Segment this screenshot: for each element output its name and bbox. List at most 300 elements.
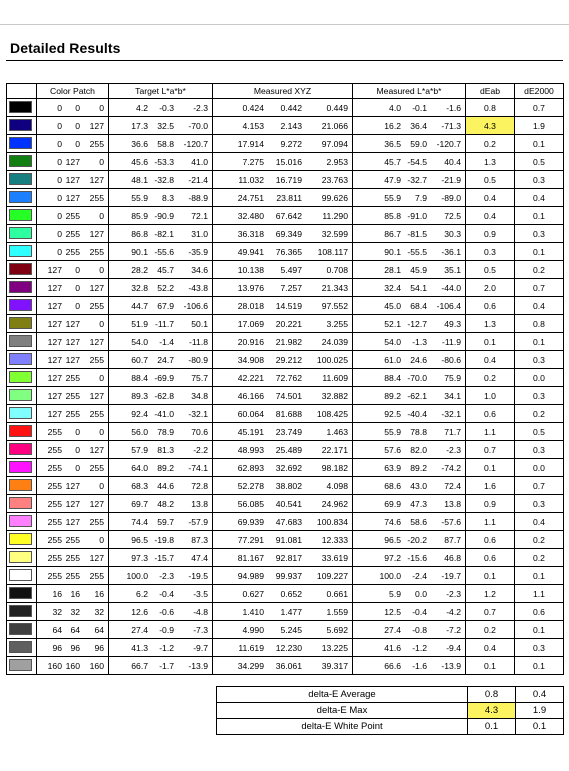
- measured-lab-value: -70.0: [407, 372, 427, 383]
- color-patch-cell: [37, 657, 109, 675]
- color-patch-cell: [37, 99, 109, 117]
- color-patch-value: 127: [65, 498, 80, 509]
- measured-xyz: [213, 622, 352, 638]
- measured-xyz: [213, 172, 352, 188]
- target-lab-value: 27.4: [131, 624, 148, 635]
- measured-xyz-cell: [213, 567, 353, 585]
- target-lab: [109, 100, 212, 116]
- measured-xyz-value: 94.989: [237, 570, 264, 581]
- measured-xyz-cell: [213, 513, 353, 531]
- measured-lab: [353, 190, 465, 206]
- target-lab: [109, 568, 212, 584]
- deab-cell: 0.9: [466, 495, 515, 513]
- target-lab-value: 32.8: [131, 282, 148, 293]
- measured-lab-value: -21.9: [441, 174, 461, 185]
- table-header-row: [7, 84, 564, 99]
- summary-deab: 4.3: [468, 703, 516, 719]
- measured-xyz-value: 0.661: [326, 588, 348, 599]
- target-lab: [109, 622, 212, 638]
- table-row: [7, 297, 564, 315]
- color-patch-value: 0: [99, 156, 104, 167]
- target-lab-value: 60.7: [131, 354, 148, 365]
- measured-xyz-value: 7.275: [242, 156, 264, 167]
- color-patch-value: 0: [75, 462, 80, 473]
- color-patch-cell: [37, 153, 109, 171]
- measured-xyz-value: 16.719: [275, 174, 302, 185]
- color-swatch: [9, 623, 32, 635]
- measured-lab-value: 69.9: [384, 498, 401, 509]
- deab-cell: 1.0: [466, 387, 515, 405]
- color-patch-value: 0: [57, 210, 62, 221]
- measured-xyz-value: 91.081: [275, 534, 302, 545]
- target-lab: [109, 640, 212, 656]
- measured-lab-value: -0.1: [412, 102, 427, 113]
- measured-xyz-value: 3.255: [326, 318, 348, 329]
- measured-lab-value: 7.9: [415, 192, 427, 203]
- target-lab-value: 56.0: [131, 426, 148, 437]
- color-patch: [37, 442, 108, 458]
- deab-cell: 0.2: [466, 135, 515, 153]
- measured-xyz-cell: [213, 621, 353, 639]
- measured-lab-value: 89.2: [410, 462, 427, 473]
- color-patch-cell: [37, 171, 109, 189]
- measured-xyz-value: 97.552: [321, 300, 348, 311]
- table-row: [7, 189, 564, 207]
- color-swatch: [9, 101, 32, 113]
- measured-xyz-cell: [213, 135, 353, 153]
- color-patch: [37, 406, 108, 422]
- de2000-cell: 0.3: [515, 387, 564, 405]
- target-lab-value: 64.0: [131, 462, 148, 473]
- measured-xyz-value: 81.167: [237, 552, 264, 563]
- color-patch: [37, 136, 108, 152]
- color-patch-cell: [37, 513, 109, 531]
- measured-xyz-value: 32.882: [321, 390, 348, 401]
- measured-lab-cell: [353, 171, 466, 189]
- measured-xyz-cell: [213, 477, 353, 495]
- color-patch-value: 127: [65, 516, 80, 527]
- measured-lab-value: 88.4: [384, 372, 401, 383]
- color-swatch: [9, 281, 32, 293]
- measured-xyz-value: 24.962: [321, 498, 348, 509]
- de2000-cell: 0.5: [515, 423, 564, 441]
- measured-lab-value: -1.6: [412, 660, 427, 671]
- color-patch-value: 32: [70, 606, 80, 617]
- target-lab-value: -43.8: [188, 282, 208, 293]
- measured-xyz-value: 39.317: [321, 660, 348, 671]
- deab-cell: 0.9: [466, 225, 515, 243]
- color-patch: [37, 424, 108, 440]
- measured-xyz-value: 100.834: [316, 516, 348, 527]
- target-lab-value: 72.1: [191, 210, 208, 221]
- color-patch-value: 127: [65, 192, 80, 203]
- color-patch-cell: [37, 117, 109, 135]
- measured-lab-value: 43.0: [410, 480, 427, 491]
- measured-lab-value: 13.8: [444, 498, 461, 509]
- measured-lab-value: -1.2: [412, 642, 427, 653]
- measured-xyz: [213, 604, 352, 620]
- table-row: [7, 495, 564, 513]
- swatch-cell: [7, 279, 37, 297]
- de2000-cell: 0.7: [515, 99, 564, 117]
- table-row: [7, 441, 564, 459]
- de2000-cell: 0.1: [515, 243, 564, 261]
- color-swatch: [9, 209, 32, 221]
- summary-row-max: [217, 703, 564, 719]
- target-lab: [109, 478, 212, 494]
- target-lab: [109, 118, 212, 134]
- measured-xyz-value: 69.939: [237, 516, 264, 527]
- measured-lab-value: 45.7: [384, 156, 401, 167]
- measured-xyz: [213, 262, 352, 278]
- color-patch-value: 0: [99, 102, 104, 113]
- deab-cell: 1.2: [466, 585, 515, 603]
- color-patch: [37, 154, 108, 170]
- measured-xyz-cell: [213, 639, 353, 657]
- measured-xyz-value: 10.138: [237, 264, 264, 275]
- color-patch: [37, 640, 108, 656]
- deab-cell: 0.2: [466, 621, 515, 639]
- measured-xyz-value: 40.541: [275, 498, 302, 509]
- measured-xyz-value: 52.278: [237, 480, 264, 491]
- color-patch-value: 0: [57, 192, 62, 203]
- measured-xyz: [213, 388, 352, 404]
- deab-cell: 0.3: [466, 243, 515, 261]
- measured-lab-value: 47.9: [384, 174, 401, 185]
- measured-xyz: [213, 550, 352, 566]
- target-lab-cell: [109, 423, 213, 441]
- target-lab-cell: [109, 171, 213, 189]
- measured-lab-value: 24.6: [410, 354, 427, 365]
- deab-cell: 0.5: [466, 261, 515, 279]
- color-patch-value: 255: [89, 354, 104, 365]
- color-patch-cell: [37, 243, 109, 261]
- color-patch-cell: [37, 225, 109, 243]
- measured-lab: [353, 406, 465, 422]
- measured-xyz-cell: [213, 243, 353, 261]
- target-lab-value: 90.1: [131, 246, 148, 257]
- measured-xyz: [213, 352, 352, 368]
- summary-de2000: 1.9: [516, 703, 564, 719]
- target-lab-cell: [109, 657, 213, 675]
- target-lab-value: -9.7: [193, 642, 208, 653]
- table-row: [7, 531, 564, 549]
- measured-xyz: [213, 334, 352, 350]
- target-lab-value: 100.0: [126, 570, 148, 581]
- measured-lab: [353, 460, 465, 476]
- target-lab-cell: [109, 207, 213, 225]
- measured-lab-value: 12.5: [384, 606, 401, 617]
- measured-xyz-value: 0.442: [280, 102, 302, 113]
- de2000-cell: 0.4: [515, 513, 564, 531]
- swatch-cell: [7, 117, 37, 135]
- target-lab: [109, 190, 212, 206]
- target-lab-value: -0.4: [159, 588, 174, 599]
- measured-xyz-value: 1.559: [326, 606, 348, 617]
- target-lab-value: 68.3: [131, 480, 148, 491]
- measured-xyz-value: 69.349: [275, 228, 302, 239]
- swatch-cell: [7, 585, 37, 603]
- color-patch: [37, 280, 108, 296]
- color-swatch: [9, 551, 32, 563]
- target-lab-value: -13.9: [188, 660, 208, 671]
- swatch-cell: [7, 459, 37, 477]
- measured-lab-value: -15.6: [407, 552, 427, 563]
- target-lab-value: -62.8: [154, 390, 174, 401]
- target-lab-value: 89.3: [131, 390, 148, 401]
- color-patch-value: 0: [99, 264, 104, 275]
- target-lab-value: -0.3: [159, 102, 174, 113]
- color-swatch: [9, 119, 32, 131]
- measured-lab-cell: [353, 135, 466, 153]
- color-swatch: [9, 443, 32, 455]
- target-lab-value: 45.7: [157, 264, 174, 275]
- measured-xyz: [213, 190, 352, 206]
- target-lab-value: -3.5: [193, 588, 208, 599]
- measured-lab-value: 100.0: [379, 570, 401, 581]
- color-patch-cell: [37, 621, 109, 639]
- measured-xyz: [213, 478, 352, 494]
- swatch-cell: [7, 297, 37, 315]
- swatch-cell: [7, 513, 37, 531]
- target-lab-value: -1.4: [159, 336, 174, 347]
- target-lab: [109, 532, 212, 548]
- measured-xyz-value: 62.893: [237, 462, 264, 473]
- measured-xyz-value: 20.916: [237, 336, 264, 347]
- measured-xyz-cell: [213, 171, 353, 189]
- measured-xyz-cell: [213, 441, 353, 459]
- color-swatch: [9, 227, 32, 239]
- color-patch-cell: [37, 459, 109, 477]
- color-patch: [37, 352, 108, 368]
- measured-xyz-value: 15.016: [275, 156, 302, 167]
- target-lab-value: -80.9: [188, 354, 208, 365]
- color-patch: [37, 316, 108, 332]
- target-lab-value: 70.6: [191, 426, 208, 437]
- deab-cell: 0.8: [466, 99, 515, 117]
- deab-cell: 0.4: [466, 351, 515, 369]
- measured-xyz-value: 5.497: [280, 264, 302, 275]
- measured-xyz-value: 108.117: [317, 246, 348, 257]
- swatch-cell: [7, 405, 37, 423]
- detailed-results-table: [6, 83, 564, 675]
- measured-lab-value: 40.4: [444, 156, 461, 167]
- de2000-cell: 0.2: [515, 531, 564, 549]
- color-patch-value: 0: [99, 480, 104, 491]
- swatch-cell: [7, 567, 37, 585]
- color-patch-cell: [37, 423, 109, 441]
- target-lab-cell: [109, 297, 213, 315]
- measured-xyz: [213, 100, 352, 116]
- measured-lab-value: 90.1: [384, 246, 401, 257]
- color-patch-cell: [37, 279, 109, 297]
- deab-cell: 0.1: [466, 657, 515, 675]
- measured-lab-value: 0.0: [415, 588, 427, 599]
- target-lab-cell: [109, 387, 213, 405]
- color-patch-value: 127: [89, 282, 104, 293]
- measured-lab-value: -71.3: [441, 120, 461, 131]
- swatch-cell: [7, 603, 37, 621]
- target-lab: [109, 514, 212, 530]
- target-lab-value: 48.1: [131, 174, 148, 185]
- color-patch-value: 0: [99, 534, 104, 545]
- measured-lab-value: 55.9: [384, 192, 401, 203]
- color-patch-value: 127: [65, 174, 80, 185]
- target-lab-value: 57.9: [131, 444, 148, 455]
- measured-lab-cell: [353, 531, 466, 549]
- de2000-cell: 0.1: [515, 657, 564, 675]
- target-lab-value: -1.7: [159, 660, 174, 671]
- measured-lab-value: 36.5: [384, 138, 401, 149]
- deab-cell: 0.7: [466, 441, 515, 459]
- color-patch-value: 255: [89, 246, 104, 257]
- table-row: [7, 243, 564, 261]
- color-swatch: [9, 353, 32, 365]
- measured-xyz-value: 23.763: [321, 174, 348, 185]
- color-patch-value: 255: [47, 462, 62, 473]
- color-patch-value: 96: [94, 642, 104, 653]
- measured-xyz-cell: [213, 297, 353, 315]
- measured-lab-cell: [353, 549, 466, 567]
- color-patch-cell: [37, 531, 109, 549]
- target-lab-value: 44.7: [131, 300, 148, 311]
- measured-lab-cell: [353, 225, 466, 243]
- target-lab-cell: [109, 405, 213, 423]
- measured-lab-value: 58.6: [410, 516, 427, 527]
- color-patch-value: 0: [99, 426, 104, 437]
- target-lab: [109, 406, 212, 422]
- swatch-header: [7, 84, 37, 99]
- target-lab-cell: [109, 243, 213, 261]
- de2000-cell: 0.8: [515, 315, 564, 333]
- measured-lab-value: 55.9: [384, 426, 401, 437]
- target-lab-value: 58.8: [157, 138, 174, 149]
- target-lab-value: -1.2: [159, 642, 174, 653]
- deab-cell: 1.1: [466, 423, 515, 441]
- swatch-cell: [7, 549, 37, 567]
- color-swatch: [9, 263, 32, 275]
- color-patch-value: 255: [47, 516, 62, 527]
- target-lab-value: 86.8: [131, 228, 148, 239]
- deab-cell: 0.6: [466, 549, 515, 567]
- color-swatch: [9, 407, 32, 419]
- color-patch-cell: [37, 603, 109, 621]
- target-lab-cell: [109, 441, 213, 459]
- measured-xyz-value: 81.688: [275, 408, 302, 419]
- measured-xyz-value: 1.410: [242, 606, 264, 617]
- color-swatch: [9, 191, 32, 203]
- target-lab-cell: [109, 261, 213, 279]
- measured-lab-cell: [353, 459, 466, 477]
- color-patch-value: 0: [99, 372, 104, 383]
- swatch-cell: [7, 135, 37, 153]
- measured-lab-cell: [353, 441, 466, 459]
- color-patch-value: 160: [65, 660, 80, 671]
- measured-lab-value: 45.0: [384, 300, 401, 311]
- color-patch-value: 0: [57, 138, 62, 149]
- measured-xyz-value: 11.619: [238, 642, 264, 653]
- measured-lab: [353, 208, 465, 224]
- color-patch-value: 0: [75, 102, 80, 113]
- measured-lab-cell: [353, 207, 466, 225]
- color-patch-cell: [37, 549, 109, 567]
- target-lab-value: 89.2: [157, 462, 174, 473]
- measured-lab-value: -2.4: [412, 570, 427, 581]
- target-lab-cell: [109, 459, 213, 477]
- measured-xyz-value: 23.749: [275, 426, 302, 437]
- measured-lab-value: -89.0: [441, 192, 461, 203]
- measured-xyz: [213, 316, 352, 332]
- measured-xyz-header: Measured XYZ: [213, 84, 353, 99]
- measured-xyz-value: 33.619: [321, 552, 348, 563]
- swatch-cell: [7, 639, 37, 657]
- page-title: Detailed Results: [10, 40, 121, 56]
- color-patch-cell: [37, 495, 109, 513]
- color-patch-value: 127: [47, 318, 62, 329]
- color-swatch: [9, 641, 32, 653]
- color-patch: [37, 262, 108, 278]
- measured-xyz-value: 92.817: [275, 552, 302, 563]
- color-patch-value: 127: [89, 552, 104, 563]
- target-lab-cell: [109, 585, 213, 603]
- measured-lab-value: -11.9: [442, 336, 461, 347]
- measured-xyz-value: 24.039: [321, 336, 348, 347]
- measured-lab-header: Measured L*a*b*: [353, 84, 466, 99]
- measured-xyz-value: 24.751: [237, 192, 264, 203]
- color-patch-cell: [37, 387, 109, 405]
- measured-lab-value: 54.0: [384, 336, 401, 347]
- de2000-cell: 0.3: [515, 225, 564, 243]
- measured-xyz-value: 12.333: [321, 534, 348, 545]
- table-row: [7, 513, 564, 531]
- swatch-cell: [7, 423, 37, 441]
- color-patch-value: 127: [89, 120, 104, 131]
- measured-xyz-value: 21.343: [321, 282, 348, 293]
- color-swatch: [9, 605, 32, 617]
- target-lab-value: 4.2: [136, 102, 148, 113]
- measured-lab-cell: [353, 261, 466, 279]
- color-patch-value: 16: [94, 588, 104, 599]
- color-patch-value: 127: [65, 336, 80, 347]
- measured-lab-value: -55.5: [407, 246, 427, 257]
- target-lab-value: -32.8: [154, 174, 174, 185]
- title-underline: [6, 60, 563, 61]
- color-patch-value: 127: [89, 228, 104, 239]
- color-patch-value: 0: [57, 102, 62, 113]
- color-patch: [37, 298, 108, 314]
- table-row: [7, 171, 564, 189]
- target-lab-value: 52.2: [157, 282, 174, 293]
- target-lab: [109, 316, 212, 332]
- deab-cell: 1.1: [466, 513, 515, 531]
- measured-xyz-value: 72.762: [275, 372, 302, 383]
- measured-lab-value: 66.6: [384, 660, 401, 671]
- measured-xyz-cell: [213, 549, 353, 567]
- measured-lab: [353, 316, 465, 332]
- measured-lab: [353, 658, 465, 674]
- measured-xyz-value: 11.609: [322, 372, 348, 383]
- measured-lab: [353, 280, 465, 296]
- target-lab-value: 31.0: [191, 228, 208, 239]
- de2000-cell: 0.2: [515, 405, 564, 423]
- measured-lab-value: -20.2: [407, 534, 427, 545]
- table-row: [7, 207, 564, 225]
- target-lab-value: 34.6: [191, 264, 208, 275]
- measured-xyz-value: 20.221: [275, 318, 302, 329]
- measured-xyz: [213, 118, 352, 134]
- measured-lab-value: -36.1: [441, 246, 461, 257]
- measured-xyz-cell: [213, 153, 353, 171]
